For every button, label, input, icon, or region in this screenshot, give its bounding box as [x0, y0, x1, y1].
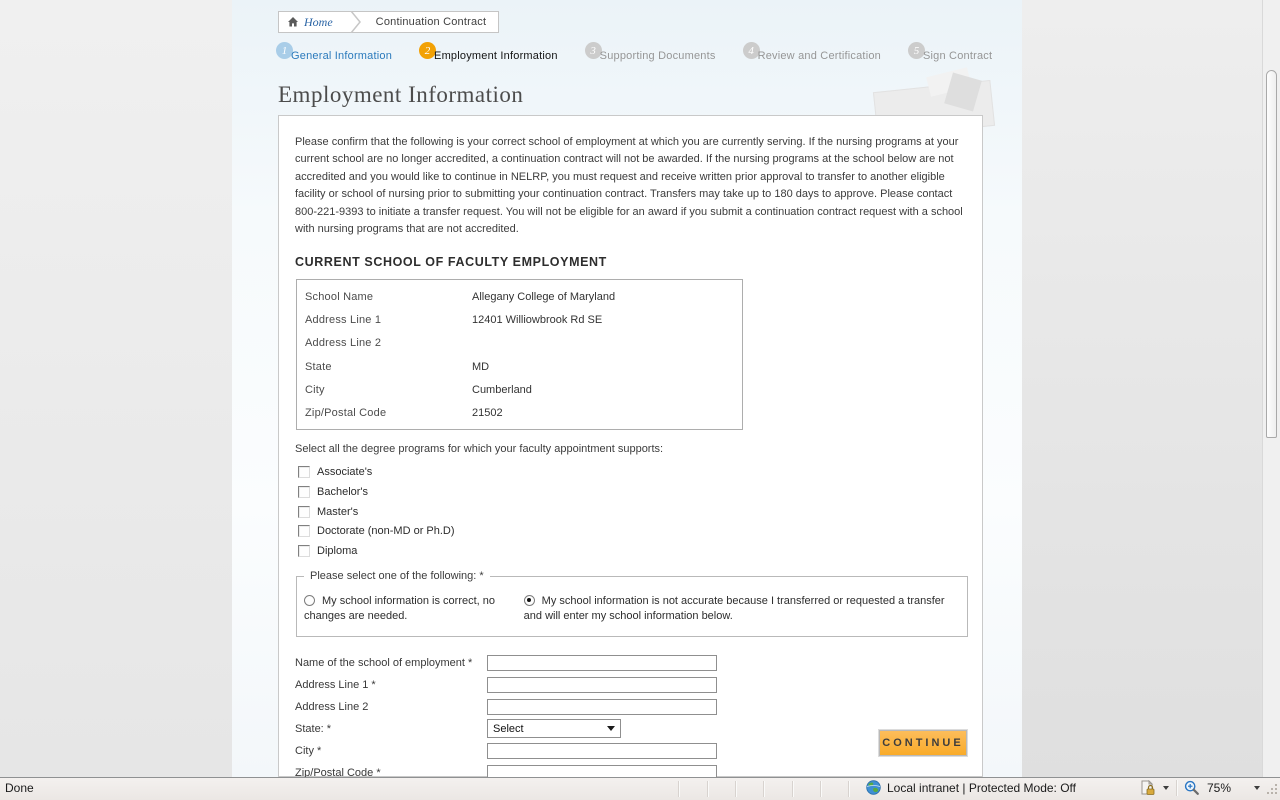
step-review-and-certification [743, 42, 881, 62]
table-row [297, 378, 742, 401]
checkbox-label[interactable]: Bachelor's [317, 485, 369, 498]
home-icon [287, 16, 299, 28]
page-title: Employment Information [278, 82, 524, 107]
radio-option-info-correct[interactable] [304, 594, 524, 625]
new-school-form [295, 652, 966, 777]
bachelors-checkbox[interactable] [298, 486, 310, 498]
step-label: General Information [291, 50, 393, 62]
breadcrumb [278, 11, 499, 33]
wizard-steps [276, 42, 1019, 62]
globe-icon [866, 780, 881, 795]
status-separator [848, 781, 849, 797]
step-number-badge: 1 [276, 42, 293, 59]
resize-grip[interactable] [1266, 783, 1279, 799]
status-separator [707, 781, 708, 797]
form-row-address-line-1 [295, 674, 966, 696]
row-value: 12401 Williowbrook Rd SE [472, 314, 603, 327]
row-value: Allegany College of Maryland [472, 291, 616, 304]
table-row [297, 285, 742, 308]
step-number-badge: 5 [908, 42, 925, 59]
degree-programs-prompt: Select all the degree programs for which your faculty appointment supports: [295, 442, 664, 455]
degree-checkbox-list [295, 463, 966, 561]
status-done-text: Done [5, 781, 34, 795]
step-label: Review and Certification [757, 50, 881, 62]
step-label: Supporting Documents [599, 50, 716, 62]
zoom-caret-down-icon[interactable] [1254, 786, 1260, 790]
current-school-table [296, 279, 743, 429]
status-separator [792, 781, 793, 797]
row-value: 21502 [472, 406, 503, 419]
zoom-magnifier-icon[interactable] [1184, 780, 1200, 796]
field-label: City * [295, 744, 322, 757]
status-separator [1176, 780, 1177, 796]
row-label: City [305, 383, 325, 396]
protected-mode-icon[interactable] [1139, 780, 1156, 796]
table-row [297, 355, 742, 378]
employment-form-panel [278, 115, 983, 777]
step-number-badge: 3 [585, 42, 602, 59]
page-background-right [1022, 0, 1262, 777]
row-label: Address Line 1 [305, 314, 382, 327]
field-label: Address Line 1 * [295, 678, 376, 691]
form-row-state [295, 718, 966, 740]
step-employment-information [419, 42, 558, 62]
radio-label[interactable]: My school information is not accurate because I transferred or requested a transfer and will enter my school information below. [523, 594, 945, 623]
school-info-choice-group [296, 569, 968, 637]
step-number-badge: 2 [419, 42, 436, 59]
associates-checkbox[interactable] [298, 466, 310, 478]
step-general-information[interactable] [276, 42, 392, 62]
state-select-value: Select [493, 722, 524, 735]
breadcrumb-home-link[interactable]: Home [304, 14, 333, 29]
step-label: Sign Contract [922, 50, 993, 62]
field-label: State: * [295, 722, 332, 735]
status-separator [735, 781, 736, 797]
radio-button-icon-selected[interactable] [524, 595, 535, 606]
row-label: State [305, 360, 332, 373]
field-label: Zip/Postal Code * [295, 766, 381, 777]
status-separator [820, 781, 821, 797]
checkbox-label[interactable]: Master's [317, 505, 359, 518]
row-label: Zip/Postal Code [305, 406, 387, 419]
table-row [297, 332, 742, 355]
row-label: School Name [305, 291, 374, 304]
step-sign-contract [908, 42, 992, 62]
row-value: MD [472, 360, 490, 373]
zip-code-input[interactable] [487, 765, 717, 777]
step-label: Employment Information [434, 50, 558, 62]
caret-down-icon[interactable] [1163, 786, 1169, 790]
scrollbar-thumb[interactable] [1266, 70, 1277, 438]
field-label: Address Line 2 [295, 700, 369, 713]
breadcrumb-current: Continuation Contract [375, 16, 487, 28]
status-separator [678, 781, 679, 797]
choice-group-legend: Please select one of the following: * [304, 570, 490, 582]
security-zone-indicator[interactable] [866, 780, 1076, 795]
form-row-school-name [295, 652, 966, 674]
form-row-address-line-2 [295, 696, 966, 718]
page-background-left [0, 0, 232, 777]
radio-option-info-not-accurate[interactable] [524, 594, 959, 625]
form-row-city [295, 740, 966, 762]
address-line-2-input[interactable] [487, 699, 717, 715]
zoom-level-text[interactable]: 75% [1206, 781, 1231, 795]
radio-button-icon[interactable] [304, 595, 315, 606]
step-supporting-documents [585, 42, 716, 62]
intro-paragraph: Please confirm that the following is your correct school of employment at which you are currently serving. If the nursing programs at your current school are no longer accredited, a continuation contract will not be awarded. If the nursing programs at the school below are not accredited and you would like to continue in NELRP, you must request and receive written prior approval to transfer to another eligible facility or school of nursing prior to submitting your continuation contract. Transfers may take up to 180 days to approve. Please contact 800-221-9393 to initiate a transfer request. You will not be eligible for an award if you submit a continuation contract request with a school with nursing programs that are not accredited. [295, 136, 963, 236]
diploma-checkbox[interactable] [298, 545, 310, 557]
current-school-heading: CURRENT SCHOOL OF FACULTY EMPLOYMENT [295, 255, 607, 270]
continue-button[interactable]: CONTINUE [879, 730, 967, 756]
chevron-right-icon [349, 11, 362, 33]
checkbox-row-diploma [295, 541, 966, 561]
table-row [297, 309, 742, 332]
masters-checkbox[interactable] [298, 506, 310, 518]
checkbox-row-bachelors [295, 482, 966, 502]
checkbox-row-doctorate [295, 521, 966, 541]
checkbox-row-masters [295, 502, 966, 522]
dropdown-arrow-icon [607, 726, 615, 731]
doctorate-checkbox[interactable] [298, 525, 310, 537]
checkbox-label[interactable]: Associate's [317, 466, 373, 479]
form-row-zip [295, 762, 966, 777]
checkbox-label[interactable]: Diploma [317, 544, 358, 557]
field-label: Name of the school of employment * [295, 656, 473, 669]
checkbox-label[interactable]: Doctorate (non-MD or Ph.D) [317, 525, 455, 538]
browser-status-bar [0, 777, 1280, 800]
checkbox-row-associates [295, 463, 966, 483]
state-select[interactable] [487, 719, 621, 738]
row-label: Address Line 2 [305, 337, 382, 350]
radio-label[interactable]: My school information is correct, no changes are needed. [304, 594, 496, 623]
address-line-1-input[interactable] [487, 677, 717, 693]
status-separator [763, 781, 764, 797]
table-row [297, 401, 742, 424]
school-name-input[interactable] [487, 655, 717, 671]
city-input[interactable] [487, 743, 717, 759]
row-value: Cumberland [472, 383, 532, 396]
status-bar-right-cluster [1139, 780, 1260, 796]
vertical-scrollbar[interactable] [1262, 0, 1280, 777]
zone-text: Local intranet | Protected Mode: Off [887, 780, 1076, 795]
step-number-badge: 4 [743, 42, 760, 59]
